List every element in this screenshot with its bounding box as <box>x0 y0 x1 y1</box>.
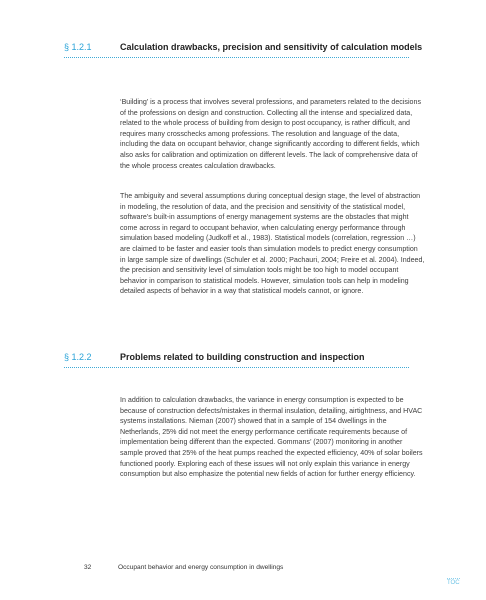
paragraph: ‘Building’ is a process that involves several professions, and parameters related to the decisions of the professions on design and construction. Collecting all the intense and specialized data, related to the whole process of building from design to post occupancy, is rather difficult, and requires many crosschecks among professions. The resolution and language of the data, including the data on occupant behavior, change significantly according to different fields, which also asks for calibration and optimization on different levels. The lack of comprehensive data of the whole process creates calculation drawbacks. <box>120 98 421 170</box>
page-footer <box>84 564 283 571</box>
section-number: § 1.2.1 <box>64 42 92 52</box>
section-heading-1-2-2 <box>64 352 409 368</box>
paragraph: The ambiguity and several assumptions during conceptual design stage, the level of abstraction in modeling, the resolution of data, and the precision and sensitivity of the statistical model, software’s built-in assumptions of energy management systems are the obstacles that might come across in regard to occupant behavior, when calculating energy performance through simulation based modeling (Judkoff et al., 1983). Statistical models (correlation, regression …) are claimed to be faster and easier tools than simulation models to predict energy consumption in large sample size of dwellings (Schuler et al. 2000; Pachauri, 2004; Freire et al. 2004). Indeed, the precision and sensitivity level of simulation tools might be too high to model occupant behavior in comparison to statistical models. However, simulation tools can help in modeling detailed aspects of behavior in a way that statistical models cannot, or ignore. <box>120 192 425 296</box>
section-heading-1-2-1 <box>64 42 423 58</box>
toc-link[interactable]: TOC <box>447 580 460 586</box>
running-title: Occupant behavior and energy consumption in dwellings <box>118 564 284 571</box>
page-number: 32 <box>84 564 92 571</box>
section-title: Problems related to building construction and inspection <box>120 352 365 362</box>
section-number: § 1.2.2 <box>64 352 92 362</box>
section-title: Calculation drawbacks, precision and sensitivity of calculation models <box>120 42 423 52</box>
paragraph: In addition to calculation drawbacks, the variance in energy consumption is expected to be because of construction defects/mistakes in thermal insulation, detailing, airtightness, and HVAC systems installations. Nieman (2007) showed that in a sample of 154 dwellings in the Netherlands, 25% did not meet the energy performance certificate requirements because of implementation being different than the expected. Gommans’ (2007) monitoring in another sample proved that 25% of the heat pumps reached the expected efficiency, 40% of solar boilers functioned poorly. Exploring each of these issues will not only explain this variance in energy consumption but also emphasize the potential new fields of action for further energy efficiency. <box>120 396 423 479</box>
